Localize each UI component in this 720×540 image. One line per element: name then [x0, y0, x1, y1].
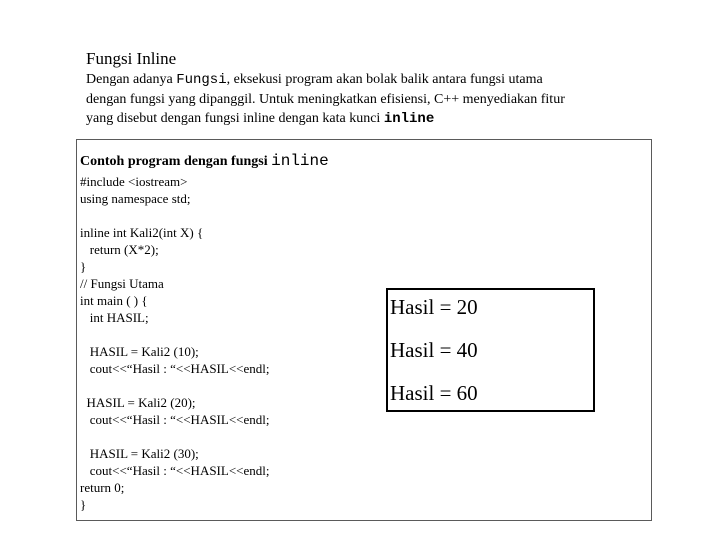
code-line: int main ( ) {	[80, 293, 148, 308]
intro-line-1	[86, 70, 656, 90]
output-line: Hasil = 40	[390, 338, 478, 362]
code-example-heading	[80, 152, 329, 170]
code-line: cout<<“Hasil : “<<HASIL<<endl;	[80, 463, 270, 478]
code-line	[80, 207, 269, 224]
output-line: Hasil = 60	[390, 381, 478, 405]
code-heading-text: Contoh program dengan fungsi	[80, 154, 272, 169]
code-line: int HASIL;	[80, 310, 149, 325]
inline-code-fungsi: Fungsi	[176, 72, 227, 88]
code-line: inline int Kali2(int X) {	[80, 225, 204, 240]
code-listing	[80, 173, 269, 513]
code-line: return 0;	[80, 480, 125, 495]
code-line: }	[80, 497, 87, 512]
intro-line-3	[86, 109, 656, 129]
code-line: HASIL = Kali2 (10);	[80, 344, 199, 359]
code-line: // Fungsi Utama	[80, 276, 164, 291]
code-line: }	[80, 259, 87, 274]
code-line: cout<<“Hasil : “<<HASIL<<endl;	[80, 412, 270, 427]
intro-paragraph	[86, 70, 656, 129]
intro-text: Dengan adanya	[86, 72, 177, 87]
intro-text: yang disebut dengan fungsi inline dengan kata kunci	[86, 111, 384, 126]
code-line: return (X*2);	[80, 242, 159, 257]
intro-line-2: dengan fungsi yang dipanggil. Untuk meningkatkan efisiensi, C++ menyediakan fitur	[86, 92, 565, 107]
slide-title: Fungsi Inline	[86, 49, 177, 68]
intro-text: , eksekusi program akan bolak balik antara fungsi utama	[226, 72, 543, 87]
code-line: using namespace std;	[80, 191, 191, 206]
code-line: #include <iostream>	[80, 174, 188, 189]
inline-keyword: inline	[383, 111, 435, 127]
code-line: HASIL = Kali2 (20);	[80, 395, 196, 410]
code-line: cout<<“Hasil : “<<HASIL<<endl;	[80, 361, 270, 376]
code-line	[80, 377, 269, 394]
code-line	[80, 428, 269, 445]
code-line	[80, 326, 269, 343]
code-heading-keyword: inline	[271, 152, 329, 170]
code-line: HASIL = Kali2 (30);	[80, 446, 199, 461]
output-line: Hasil = 20	[390, 295, 478, 319]
